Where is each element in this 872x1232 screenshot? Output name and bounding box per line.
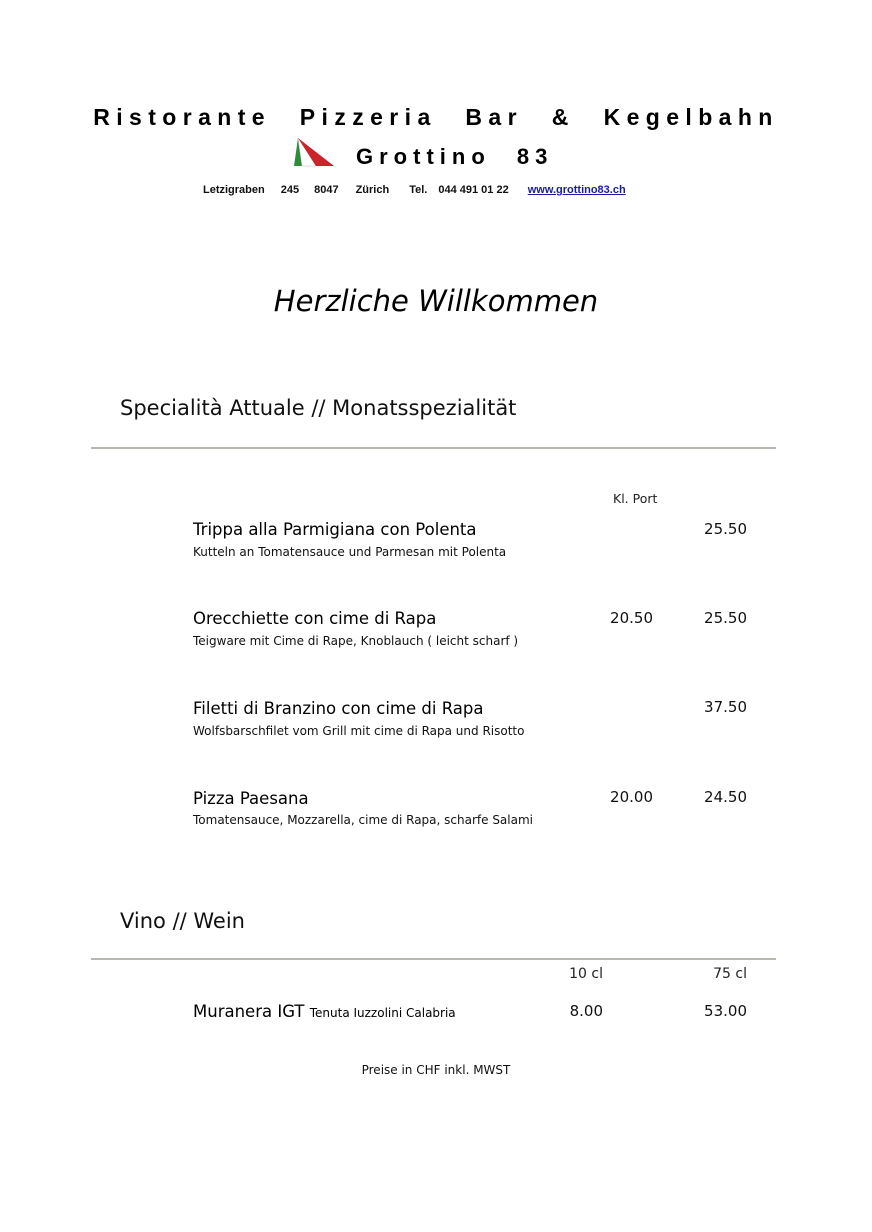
menu-item-name: Orecchiette con cime di Rapa	[193, 609, 437, 628]
address-street: Letzigraben	[203, 184, 265, 196]
specials-section-title: Specialità Attuale // Monatsspezialität	[120, 396, 517, 420]
wine-item-price-small: 8.00	[569, 1002, 603, 1020]
wine-bottle-size-header: 75 cl	[713, 966, 747, 982]
address-zip: 8047	[314, 184, 339, 196]
menu-item-price: 37.50	[704, 698, 747, 716]
wine-item	[193, 1002, 456, 1021]
restaurant-title: Ristorante Pizzeria Bar & Kegelbahn	[93, 104, 779, 130]
welcome-heading: Herzliche Willkommen	[273, 284, 599, 318]
menu-item-price: 24.50	[704, 788, 747, 806]
wine-item-producer: Tenuta Iuzzolini Calabria	[309, 1006, 456, 1020]
specials-divider	[91, 447, 776, 449]
menu-item-price: 25.50	[704, 609, 747, 627]
menu-item-description: Wolfsbarschfilet vom Grill mit cime di Rapa und Risotto	[193, 724, 525, 738]
price-note: Preise in CHF inkl. MWST	[361, 1063, 511, 1077]
menu-item-description: Teigware mit Cime di Rape, Knoblauch ( leicht scharf )	[193, 634, 519, 648]
address-number: 245	[280, 184, 300, 196]
restaurant-name: Grottino 83	[356, 144, 554, 169]
tel-label: Tel.	[409, 184, 428, 196]
address-line	[203, 184, 626, 196]
menu-item-name: Trippa alla Parmigiana con Polenta	[193, 520, 477, 539]
menu-item-price-small: 20.50	[610, 609, 653, 627]
menu-item-price-small: 20.00	[610, 788, 653, 806]
website-link[interactable]: www.grottino83.ch	[527, 184, 626, 196]
small-portion-header: Kl. Port	[613, 491, 658, 506]
menu-item-description: Kutteln an Tomatensauce und Parmesan mit Polenta	[193, 545, 507, 559]
address-city: Zürich	[355, 184, 390, 196]
wine-item-price: 53.00	[704, 1002, 747, 1020]
italian-flag-logo-icon	[292, 136, 336, 168]
tel-number: 044 491 01 22	[438, 184, 509, 196]
menu-item-name: Pizza Paesana	[193, 789, 309, 808]
wine-divider	[91, 958, 776, 960]
wine-small-size-header: 10 cl	[569, 966, 603, 982]
wine-item-name: Muranera IGT	[193, 1002, 305, 1021]
menu-item-description: Tomatensauce, Mozzarella, cime di Rapa, scharfe Salami	[193, 813, 533, 827]
menu-item-price: 25.50	[704, 520, 747, 538]
menu-item-name: Filetti di Branzino con cime di Rapa	[193, 699, 484, 718]
wine-section-title: Vino // Wein	[120, 909, 245, 933]
